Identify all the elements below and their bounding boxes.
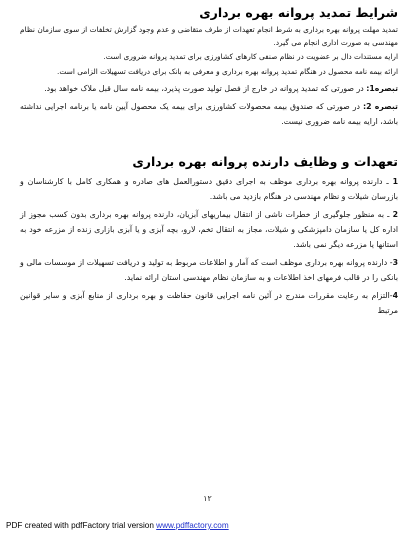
page-content xyxy=(20,4,398,318)
footer-text: PDF created with pdfFactory trial version xyxy=(6,521,157,530)
obligation-text-3: - دارنده پروانه بهره برداری موظف است که آمار و اطلاعات مربوط به تولید و دریافت تسهیلات از موسسات مالی و بانکی را در قالب فرمهای اخذ اطلاعات و به سازمان نظام مهندسی استان ارائه نماید. xyxy=(20,258,398,283)
obligation-item-1 xyxy=(20,174,398,204)
page-number: ۱۲ xyxy=(203,494,212,503)
pdf-footer xyxy=(6,521,229,530)
obligation-number-1: 1 xyxy=(392,177,398,187)
note-2-text: در صورتی که صندوق بیمه محصولات کشاورزی برای بیمه یک محصول آیین نامه یا برنامه اجرایی نداشته باشد، ارایه بیمه نامه ضروری نیست. xyxy=(20,102,398,127)
obligation-text-4: -التزام به رعایت مقررات مندرج در آئین نامه اجرایی قانون حفاظت و بهره برداری از منابع آبزی و سایر قوانین مرتبط xyxy=(20,291,398,316)
note-1 xyxy=(20,81,398,96)
note-2-label: تبصره 2: xyxy=(362,102,398,112)
paragraph-membership-documents: ارایه مستندات دال بر عضویت در نظام صنفی کارهای کشاورزی برای تمدید پروانه ضروری است. xyxy=(103,52,398,62)
obligation-text-1: ـ دارنده پروانه بهره برداری موظف به اجرای دقیق دستورالعمل های صادره و همکاری کامل با کارشناسان و بازرسان شیلات و نظام مهندسی در هنگام بازدید می باشد. xyxy=(20,177,398,202)
note-1-label: تبصره1: xyxy=(366,84,398,94)
footer-link[interactable]: www.pdffactory.com xyxy=(156,521,229,530)
obligation-number-4: 4 xyxy=(392,291,398,301)
note-1-text: در صورتی که تمدید پروانه در خارج از فصل تولید صورت پذیرد، بیمه نامه سال قبل ملاک خواهد بود. xyxy=(44,84,367,94)
paragraph-extension-deadline: تمدید مهلت پروانه بهره برداری به شرط انجام تعهدات از طرف متقاضی و عدم وجود گزارش تخلفات از سوی سازمان نظام مهندسی به صورت اداری انجام می گیرد. xyxy=(20,25,398,47)
obligation-item-3 xyxy=(20,255,398,285)
paragraph-insurance-policy: ارائه بیمه نامه محصول در هنگام تمدید پروانه بهره برداری و معرفی به بانک برای دریافت تسهیلات الزامی است. xyxy=(57,66,398,76)
obligation-number-3: 3 xyxy=(392,258,398,268)
obligation-text-2: ـ به منظور جلوگیری از خطرات ناشی از انتقال بیماریهای آبزیان، دارنده پروانه بهره برداری بدون کسب مجوز از اداره کل یا سازمان دامپزشکی و شیلات، مجاز به انتقال تخم، لارو، بچه آبزی و یا آبزی بازاری زنده از مزرعه خود به استانها یا مزرعه دیگر نمی باشد. xyxy=(20,210,398,250)
section-title-obligations: تعهدات و وظایف دارنده پروانه بهره برداری xyxy=(132,154,398,170)
section-title-extension-conditions: شرایط تمدید پروانه بهره برداری xyxy=(199,5,398,20)
obligation-item-4 xyxy=(20,288,398,318)
note-2 xyxy=(20,99,398,129)
obligation-item-2 xyxy=(20,207,398,252)
obligation-number-2: 2 xyxy=(392,210,398,220)
